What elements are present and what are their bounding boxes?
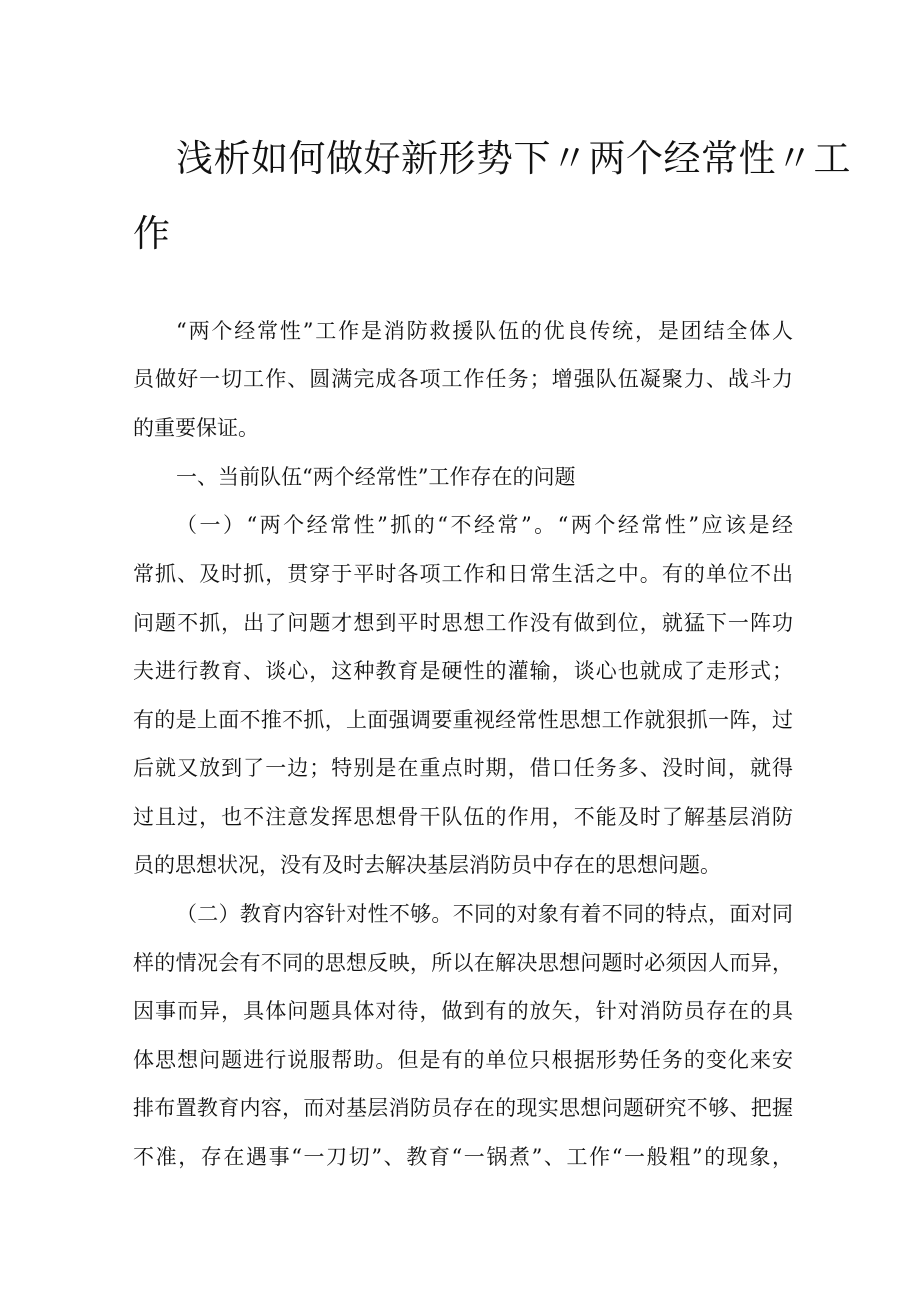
paragraph-1-line-1: “两个经常性”工作是消防救援队伍的优良传统，是团结全体人 — [176, 319, 793, 343]
paragraph-3-line-5: 排布置教育内容，而对基层消防员存在的现实思想问题研究不够、把握 — [133, 1096, 793, 1120]
document-title-line-2: 作 — [133, 212, 170, 255]
paragraph-2-line-1: （一）“两个经常性”抓的“不经常”。“两个经常性”应该是经 — [176, 513, 793, 537]
paragraph-2-line-6: 后就又放到了一边；特别是在重点时期，借口任务多、没时间，就得 — [133, 756, 793, 780]
paragraph-2-line-7: 过且过，也不注意发挥思想骨干队伍的作用，不能及时了解基层消防 — [133, 805, 793, 829]
paragraph-3-line-6: 不准，存在遇事“一刀切”、教育“一锅煮”、工作“一般粗”的现象， — [133, 1145, 793, 1169]
section-heading-1: 一、当前队伍“两个经常性”工作存在的问题 — [176, 465, 576, 489]
paragraph-3-line-2: 样的情况会有不同的思想反映，所以在解决思想问题时必须因人而异， — [133, 951, 793, 975]
paragraph-3-line-4: 体思想问题进行说服帮助。但是有的单位只根据形势任务的变化来安 — [133, 1048, 793, 1072]
paragraph-1-line-3: 的重要保证。 — [133, 416, 259, 440]
paragraph-2-line-5: 有的是上面不推不抓，上面强调要重视经常性思想工作就狠抓一阵，过 — [133, 708, 793, 732]
document-title-line-1: 浅析如何做好新形势下〃两个经常性〃工 — [176, 137, 851, 180]
paragraph-2-line-8: 员的思想状况，没有及时去解决基层消防员中存在的思想问题。 — [133, 853, 721, 877]
paragraph-3-line-3: 因事而异，具体问题具体对待，做到有的放矢，针对消防员存在的具 — [133, 999, 793, 1023]
paragraph-2-line-4: 夫进行教育、谈心，这种教育是硬性的灌输，谈心也就成了走形式； — [133, 659, 793, 683]
paragraph-2-line-2: 常抓、及时抓，贯穿于平时各项工作和日常生活之中。有的单位不出 — [133, 562, 793, 586]
paragraph-1-line-2: 员做好一切工作、圆满完成各项工作任务；增强队伍凝聚力、战斗力 — [133, 367, 793, 391]
paragraph-2-line-3: 问题不抓，出了问题才想到平时思想工作没有做到位，就猛下一阵功 — [133, 611, 793, 635]
paragraph-3-line-1: （二）教育内容针对性不够。不同的对象有着不同的特点，面对同 — [176, 902, 793, 926]
